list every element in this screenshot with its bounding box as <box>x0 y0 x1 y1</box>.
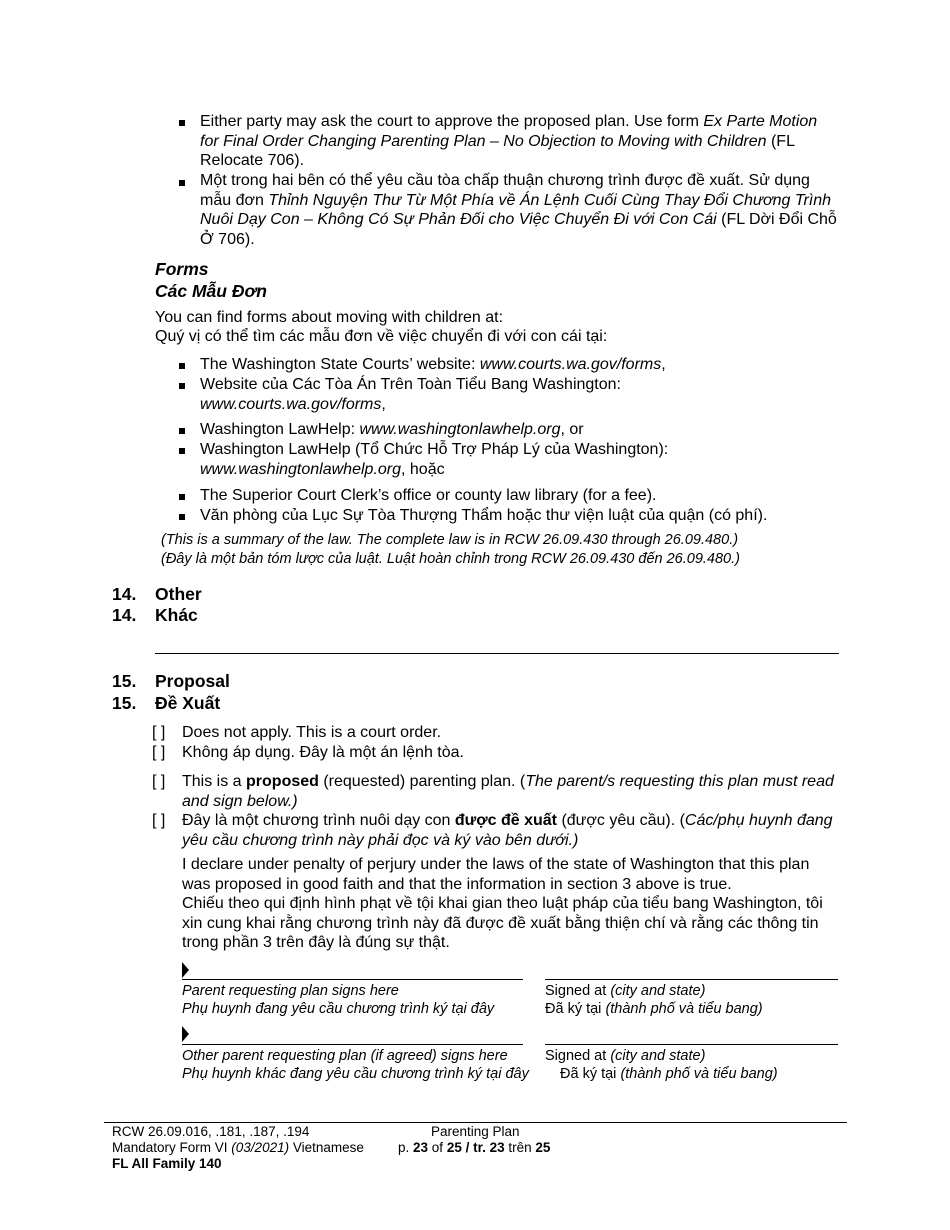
bullet-marker <box>179 377 185 389</box>
sign-here-arrow-icon <box>182 962 189 978</box>
footer-rcw: RCW 26.09.016, .181, .187, .194 <box>112 1124 310 1139</box>
signed-at-label-en: Signed at (city and state) <box>545 1048 706 1064</box>
bullet-marker <box>179 442 185 454</box>
footer-code: FL All Family 140 <box>112 1156 222 1171</box>
forms-item-clerk-vi: Văn phòng của Lục Sự Tòa Thượng Thẩm hoặc thư viện luật của quận (có phí). <box>200 507 768 524</box>
signed-at-label-vi: Đã ký tại (thành phố và tiểu bang) <box>560 1066 778 1082</box>
section-number: 15. <box>112 693 137 713</box>
checkbox-proposed[interactable]: [ ] <box>152 773 166 790</box>
footer-title: Parenting Plan <box>431 1124 520 1139</box>
option-proposed-en: This is a proposed (requested) parenting plan. (The parent/s requesting this plan must read and sign below.) <box>182 773 834 810</box>
option-does-not-apply-vi: Không áp dụng. Đây là một án lệnh tòa. <box>182 744 464 761</box>
signed-at-line[interactable] <box>545 979 838 980</box>
forms-item-lawhelp-en: Washington LawHelp: www.washingtonlawhelp.org, or <box>200 421 584 438</box>
checkbox-does-not-apply-vi[interactable]: [ ] <box>152 744 166 761</box>
forms-intro-vi: Quý vị có thể tìm các mẫu đơn về việc chuyển đi với con cái tại: <box>155 328 608 345</box>
option-proposed-vi: Đây là một chương trình nuôi dạy con được đề xuất (được yêu cầu). (Các/phụ huynh đang yêu cầu chương trình này phải đọc và ký vào bên dưới.) <box>182 812 833 849</box>
sign-here-arrow-icon <box>182 1026 189 1042</box>
forms-title-en: Forms <box>155 259 209 279</box>
section-14-blank-line[interactable] <box>155 653 839 654</box>
section-14-title-vi: Khác <box>155 605 198 625</box>
parent-signs-label-en: Parent requesting plan signs here <box>182 983 399 999</box>
section-number: 14. <box>112 605 137 625</box>
summary-en: (This is a summary of the law. The complete law is in RCW 26.09.430 through 26.09.480.) <box>161 532 739 548</box>
declaration-en: I declare under penalty of perjury under the laws of the state of Washington that this plan was proposed in good faith and that the information in section 3 above is true. <box>182 856 810 893</box>
other-parent-signs-label-vi: Phụ huynh khác đang yêu cầu chương trình ký tại đây <box>182 1066 529 1082</box>
section-15-title-en: Proposal <box>155 671 230 691</box>
bullet-marker <box>179 422 185 434</box>
bullet-marker <box>179 174 185 186</box>
forms-item-lawhelp-vi: Washington LawHelp (Tổ Chức Hỗ Trợ Pháp Lý của Washington): www.washingtonlawhelp.org, hoặc <box>200 441 669 478</box>
forms-intro-en: You can find forms about moving with children at: <box>155 309 504 326</box>
signed-at-label-en: Signed at (city and state) <box>545 983 706 999</box>
section-number: 14. <box>112 584 137 604</box>
other-parent-signature-line[interactable] <box>182 1044 523 1045</box>
signed-at-label-vi: Đã ký tại (thành phố và tiểu bang) <box>545 1001 763 1017</box>
other-parent-signs-label-en: Other parent requesting plan (if agreed) signs here <box>182 1048 508 1064</box>
summary-vi: (Đây là một bản tóm lược của luật. Luật hoàn chỉnh trong RCW 26.09.430 đến 26.09.480.) <box>161 551 740 567</box>
bullet-marker <box>179 508 185 520</box>
bullet-item-en: Either party may ask the court to approve the proposed plan. Use form Ex Parte Motion for Final Order Changing Parenting Plan – No Objection to Moving with Children (FL Relocate 706). <box>200 113 818 169</box>
declaration-vi: Chiếu theo qui định hình phạt về tội khai gian theo luật pháp của tiểu bang Washington, tôi xin cung khai rằng chương trình này đã được đề xuất bằng thiện chí và rằng các thông tin trong phần 3 trên đây là đúng sự thật. <box>182 895 823 951</box>
forms-item-clerk-en: The Superior Court Clerk’s office or county law library (for a fee). <box>200 487 657 504</box>
bullet-marker <box>179 357 185 369</box>
option-does-not-apply-en: Does not apply. This is a court order. <box>182 724 442 741</box>
checkbox-proposed-vi[interactable]: [ ] <box>152 812 166 829</box>
forms-title-vi: Các Mẫu Đơn <box>155 281 267 301</box>
footer-page-number: p. 23 of 25 / tr. 23 trên 25 <box>398 1140 551 1155</box>
checkbox-does-not-apply[interactable]: [ ] <box>152 724 166 741</box>
parent-signature-line[interactable] <box>182 979 523 980</box>
signed-at-line[interactable] <box>545 1044 838 1045</box>
footer-divider <box>104 1122 847 1123</box>
section-14-title-en: Other <box>155 584 202 604</box>
bullet-marker <box>179 488 185 500</box>
section-15-title-vi: Đề Xuất <box>155 693 221 713</box>
bullet-marker <box>179 114 185 126</box>
parent-signs-label-vi: Phụ huynh đang yêu cầu chương trình ký tại đây <box>182 1001 495 1017</box>
bullet-item-vi: Một trong hai bên có thể yêu cầu tòa chấp thuận chương trình được đề xuất. Sử dụng mẫu đơn Thỉnh Nguyện Thư Từ Một Phía về Án Lệnh Cuối Cùng Thay Đổi Chương Trình Nuôi Dạy Con – Không Có Sự Phản Đối cho Việc Chuyển Đi với Con Cái (FL Dời Đổi Chỗ Ở 706). <box>200 172 837 248</box>
forms-item-courts-en: The Washington State Courts’ website: www.courts.wa.gov/forms, <box>200 356 666 373</box>
footer-form: Mandatory Form VI (03/2021) Vietnamese <box>112 1140 364 1155</box>
section-number: 15. <box>112 671 137 691</box>
forms-item-courts-vi: Website của Các Tòa Án Trên Toàn Tiểu Bang Washington: www.courts.wa.gov/forms, <box>200 376 621 413</box>
